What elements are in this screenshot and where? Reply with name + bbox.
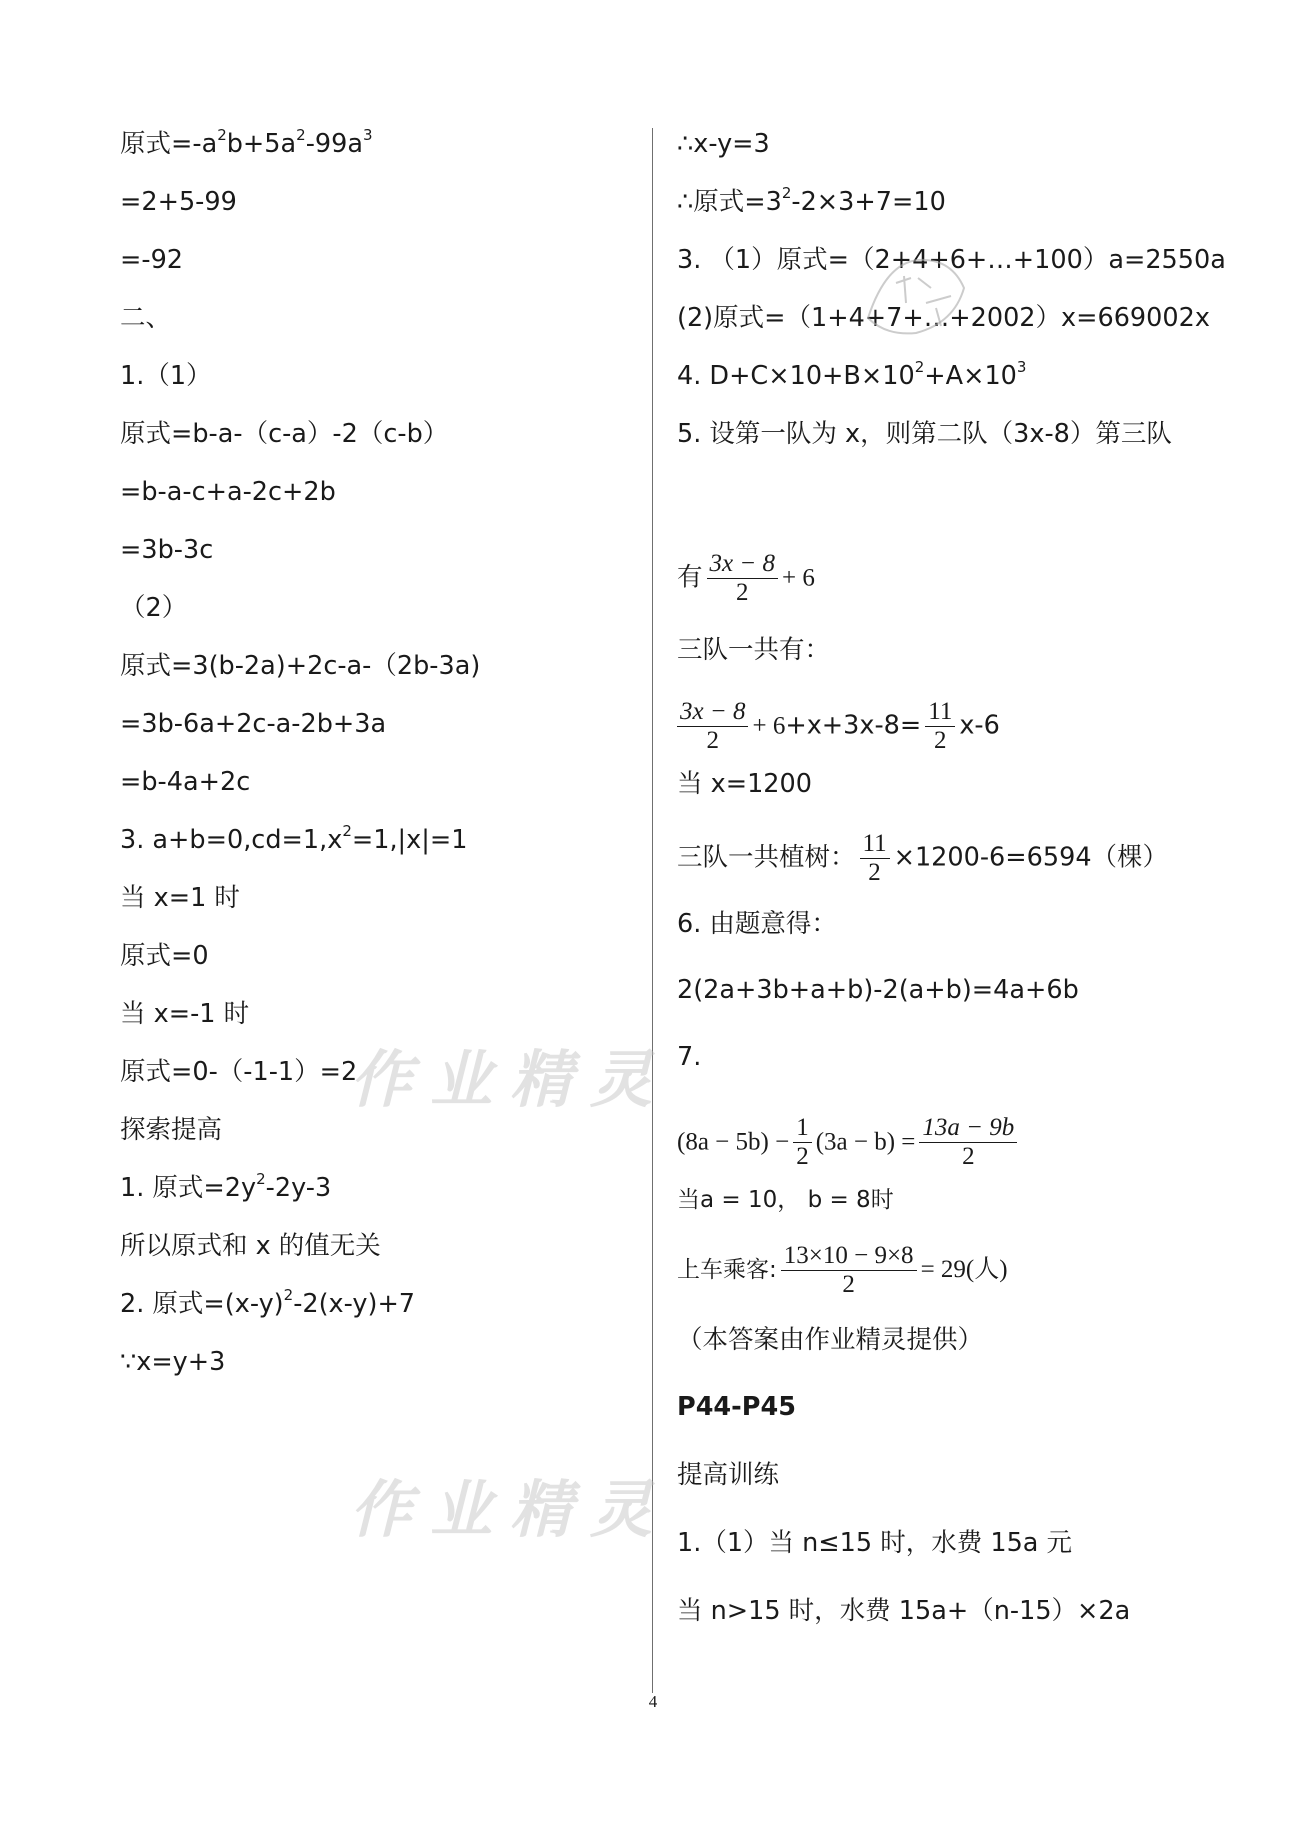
- right-line-5: 4. $D+C\times 10+B\times 10^2+A\times 10^3$: [677, 358, 1027, 391]
- left-line-11: =3b-6a+2c-a-2b+3a: [120, 709, 387, 739]
- right-line-15: (8a − 5b) − $\frac{1}{2}$ (3a − b) = $\frac{13a - 9b}{2}$: [677, 1114, 1021, 1171]
- right-line-20: 提高训练: [677, 1460, 780, 1490]
- left-line-15: 原式=0: [120, 941, 209, 971]
- section-heading: P44-P45: [677, 1392, 796, 1422]
- left-line-21: 2. 原式$=(x-y)^2-2(x-y)+7$: [120, 1286, 416, 1319]
- left-line-14: 当 x=1 时: [120, 883, 240, 913]
- left-line-17: 原式=0-（-1-1）=2: [120, 1057, 358, 1087]
- watermark-text: 作业精灵: [350, 1473, 671, 1546]
- fraction: $\frac{13a - 9b}{2}$: [919, 1114, 1017, 1171]
- fraction: $\frac{3x - 8}{2}$: [707, 550, 778, 607]
- right-line-17: 上车乘客: $\frac{13\times 10 - 9\times 8}{2}$ = 29(人): [677, 1242, 1008, 1298]
- right-line-10: 当 x=1200: [677, 769, 812, 799]
- left-line-1: 原式$=-a^2b+5a^2-99a^3$: [120, 126, 373, 159]
- right-line-6: 5. 设第一队为 x，则第二队（3x-8）第三队: [677, 419, 1172, 449]
- fraction: $\frac{1}{2}$: [793, 1114, 812, 1171]
- watermark-stamp-icon: [856, 248, 976, 348]
- right-line-13: 2(2a+3b+a+b)-2(a+b)=4a+6b: [677, 975, 1079, 1005]
- right-line-12: 6. 由题意得：: [677, 909, 837, 939]
- right-line-11: 三队一共植树： $\frac{11}{2}$ ×1200-6=6594（棵）: [677, 830, 1169, 886]
- left-line-2: =2+5-99: [120, 187, 237, 217]
- left-line-6: 原式=b-a-（c-a）-2（c-b）: [120, 419, 449, 449]
- watermark-text: 作业精灵: [350, 1043, 671, 1116]
- right-line-9: $\frac{3x - 8}{2}$ + 6+x+3x-8= $\frac{11}{2}$ x-6: [677, 698, 1000, 755]
- right-line-4: (2)原式=（1+4+7+…+2002）x=669002x: [677, 303, 1210, 333]
- right-line-2: ∴原式$=3^2-2\times 3+7=10$: [677, 184, 946, 217]
- left-line-9: （2）: [120, 593, 188, 623]
- left-line-22: ∵x=y+3: [120, 1347, 226, 1377]
- fraction: $\frac{11}{2}$: [925, 698, 955, 755]
- left-line-13: 3. $a+b=0,cd=1,x^2=1,|x|=1$: [120, 822, 468, 855]
- left-line-20: 所以原式和 x 的值无关: [120, 1231, 381, 1261]
- left-line-5: 1.（1）: [120, 361, 212, 391]
- fraction: $\frac{11}{2}$: [860, 830, 890, 887]
- left-line-19: 1. 原式$=2y^2-2y-3$: [120, 1170, 332, 1203]
- left-line-10: 原式=3(b-2a)+2c-a-（2b-3a): [120, 651, 481, 681]
- column-divider: [652, 128, 653, 1693]
- left-line-18: 探索提高: [120, 1115, 223, 1145]
- page-number: 4: [648, 1692, 658, 1711]
- right-line-18: （本答案由作业精灵提供）: [677, 1325, 984, 1355]
- left-line-8: =3b-3c: [120, 535, 214, 565]
- right-line-8: 三队一共有：: [677, 635, 831, 665]
- fraction: $\frac{13\times 10 - 9\times 8}{2}$: [781, 1242, 917, 1299]
- right-line-22: 当 n>15 时，水费 15a+（n-15）×2a: [677, 1596, 1131, 1626]
- left-line-7: =b-a-c+a-2c+2b: [120, 477, 336, 507]
- left-line-16: 当 x=-1 时: [120, 999, 250, 1029]
- right-line-1: ∴x-y=3: [677, 129, 770, 159]
- left-line-12: =b-4a+2c: [120, 767, 251, 797]
- right-line-3: 3. （1）原式=（2+4+6+…+100）a=2550a: [677, 245, 1226, 275]
- fraction: $\frac{3x - 8}{2}$: [677, 698, 748, 755]
- left-line-4: 二、: [120, 303, 172, 333]
- left-line-3: =-92: [120, 245, 184, 275]
- right-line-7: 有 $\frac{3x - 8}{2}$ + 6: [677, 550, 815, 606]
- right-line-14: 7.: [677, 1042, 702, 1072]
- right-line-16: 当a = 10， b = 8时: [677, 1187, 894, 1213]
- right-line-21: 1.（1）当 n≤15 时，水费 15a 元: [677, 1528, 1073, 1558]
